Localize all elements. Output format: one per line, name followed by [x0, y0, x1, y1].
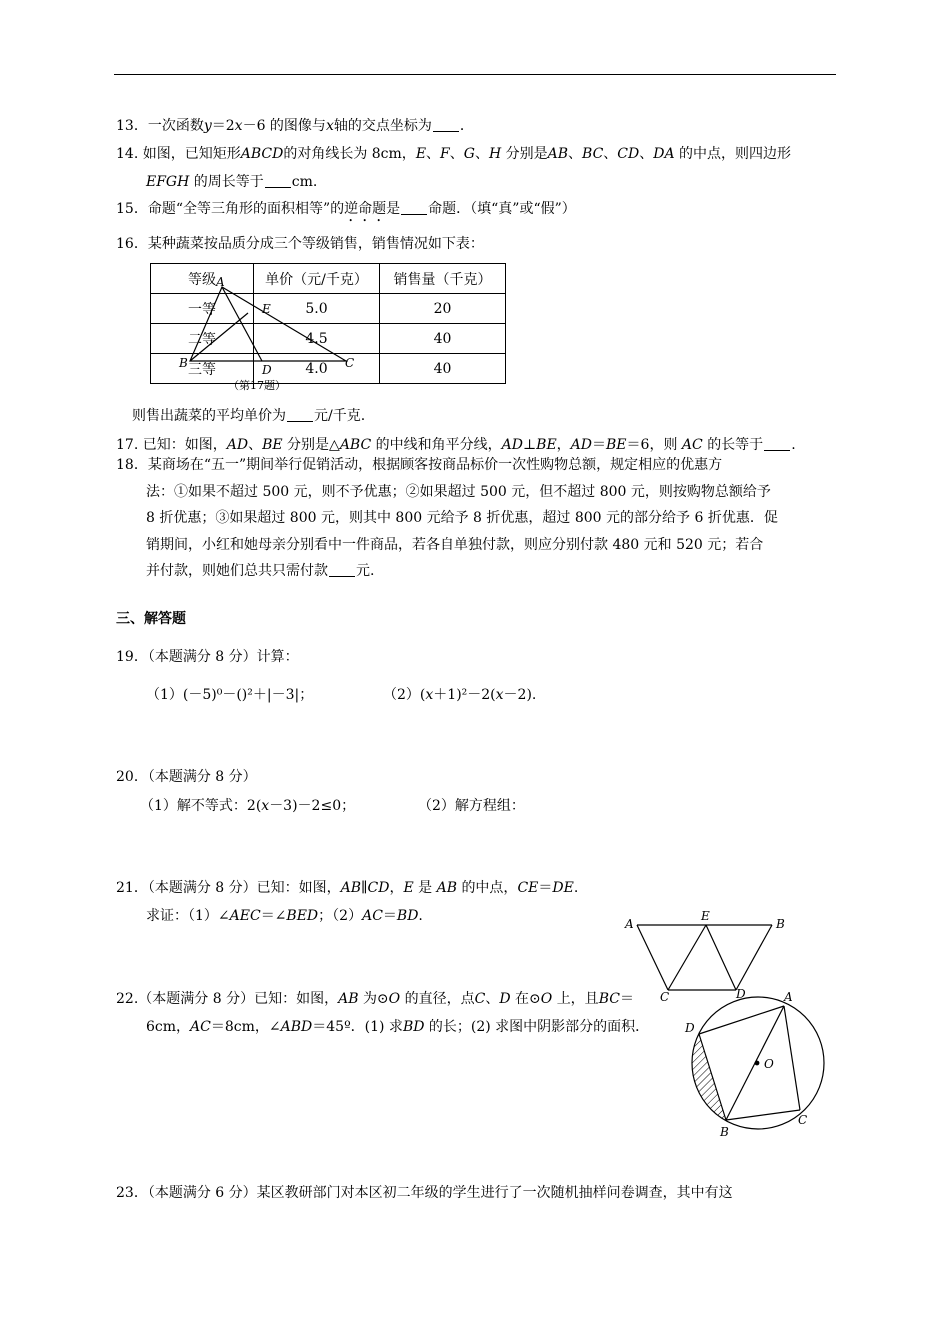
question-22: 22.（本题满分 8 分）已知：如图，AB 为⊙O 的直径，点C、D 在⊙O 上，且BC＝ [116, 991, 634, 1007]
fig21-label-c: C [660, 990, 670, 1004]
fig17-label-b: B [179, 356, 188, 370]
fig17-label-d: D [262, 363, 272, 377]
answer-blank-17[interactable] [764, 436, 790, 451]
fig22-label-o: O [764, 1057, 774, 1071]
fig22-label-d: D [685, 1021, 695, 1035]
table-cell: 4.0 [254, 354, 380, 384]
fig21-label-b: B [776, 917, 785, 931]
fig21-label-e: E [701, 909, 710, 923]
table-header: 单价（元/千克） [254, 264, 380, 294]
question-21-prove: 求证：（1）∠AEC＝∠BED；（2）AC＝BD. [146, 908, 423, 924]
header-rule [114, 74, 836, 75]
fig22-label-c: C [798, 1113, 808, 1127]
question-17: 17. 已知：如图，AD、BE 分别是△ABC 的中线和角平分线，AD⊥BE，AD＝BE＝6，则 AC 的长等于 . [116, 437, 796, 453]
table-cell: 20 [380, 294, 506, 324]
fig22-label-a: A [784, 990, 793, 1004]
question-19: 19．（本题满分 8 分）计算： [116, 649, 299, 665]
table-cell: 三等 [151, 354, 254, 384]
question-15: 15．命题“全等三角形的面积相等”的逆命题是 命题．（填“真”或“假”） [116, 201, 576, 217]
question-23: 23．（本题满分 6 分）某区教研部门对本区初二年级的学生进行了一次随机抽样问卷调查，其中有这 [116, 1185, 733, 1201]
fig17-label-a: A [216, 275, 225, 289]
question-18-line3: 8 折优惠；③如果超过 800 元，则其中 800 元给予 8 折优惠，超过 800 元的部分给予 6 折优惠．促 [146, 510, 778, 526]
figure-21-trapezoid [620, 908, 800, 1003]
table-cell: 一等 [151, 294, 254, 324]
table-cell: 5.0 [254, 294, 380, 324]
answer-blank-16[interactable] [287, 407, 313, 422]
question-13: 13．一次函数y＝2x－6 的图像与x轴的交点坐标为 ． [116, 118, 474, 134]
question-18-line1: 18．某商场在“五一”期间举行促销活动，根据顾客按商品标价一次性购物总额，规定相应的优惠方 [116, 457, 723, 473]
question-18-line4: 销期间，小红和她母亲分别看中一件商品，若各自单独付款，则应分别付款 480 元和 520 元；若合 [146, 537, 764, 553]
section-title-answers: 三、解答题 [116, 611, 186, 627]
question-22-cont: 6cm，AC＝8cm，∠ABD＝45º．(1) 求BD 的长；(2) 求图中阴影部分的面积． [146, 1019, 650, 1035]
question-14: 14. 如图，已知矩形ABCD的对角线长为 8cm，E、F、G、H 分别是AB、BC、CD、DA 的中点，则四边形 [116, 146, 792, 162]
table-header: 等级 [151, 264, 254, 294]
table-header: 销售量（千克） [380, 264, 506, 294]
question-16: 16．某种蔬菜按品质分成三个等级销售，销售情况如下表： [116, 236, 484, 252]
fig22-label-b: B [720, 1125, 729, 1139]
fig17-label-e: E [262, 302, 271, 316]
question-14-cont: EFGH 的周长等于 cm. [146, 174, 318, 190]
table-cell: 4.5 [254, 324, 380, 354]
table-cell: 40 [380, 354, 506, 384]
question-21: 21．（本题满分 8 分）已知：如图，AB∥CD，E 是 AB 的中点，CE＝DE. [116, 880, 579, 896]
question-18-line5: 并付款，则她们总共只需付款 元. [146, 563, 375, 579]
answer-blank-15[interactable] [401, 200, 427, 215]
question-18-line2: 法：①如果不超过 500 元，则不予优惠；②如果超过 500 元，但不超过 800 元，则按购物总额给予 [146, 484, 771, 500]
table-cell: 二等 [151, 324, 254, 354]
question-19-part2: （2）(x＋1)²－2(x－2). [383, 687, 537, 703]
question-20: 20．（本题满分 8 分） [116, 769, 257, 785]
fig21-label-a: A [625, 917, 634, 931]
figure-17-triangle [170, 275, 370, 395]
fig17-caption: （第17题） [228, 379, 286, 392]
figure-22-circle [680, 990, 840, 1140]
fig21-label-d: D [736, 987, 746, 1001]
question-16-answer: 则售出蔬菜的平均单价为 元/千克. [132, 408, 366, 424]
question-19-part1: （1）(－5)⁰－()²＋|－3|； [146, 687, 314, 703]
fig17-label-c: C [345, 356, 355, 370]
answer-blank-14[interactable] [265, 173, 291, 188]
question-20-part1: （1）解不等式：2(x－3)－2≤0； [140, 798, 356, 814]
answer-blank-18[interactable] [329, 562, 355, 577]
answer-blank-13[interactable] [433, 117, 459, 132]
question-20-part2: （2）解方程组： [418, 798, 525, 814]
table-cell: 40 [380, 324, 506, 354]
